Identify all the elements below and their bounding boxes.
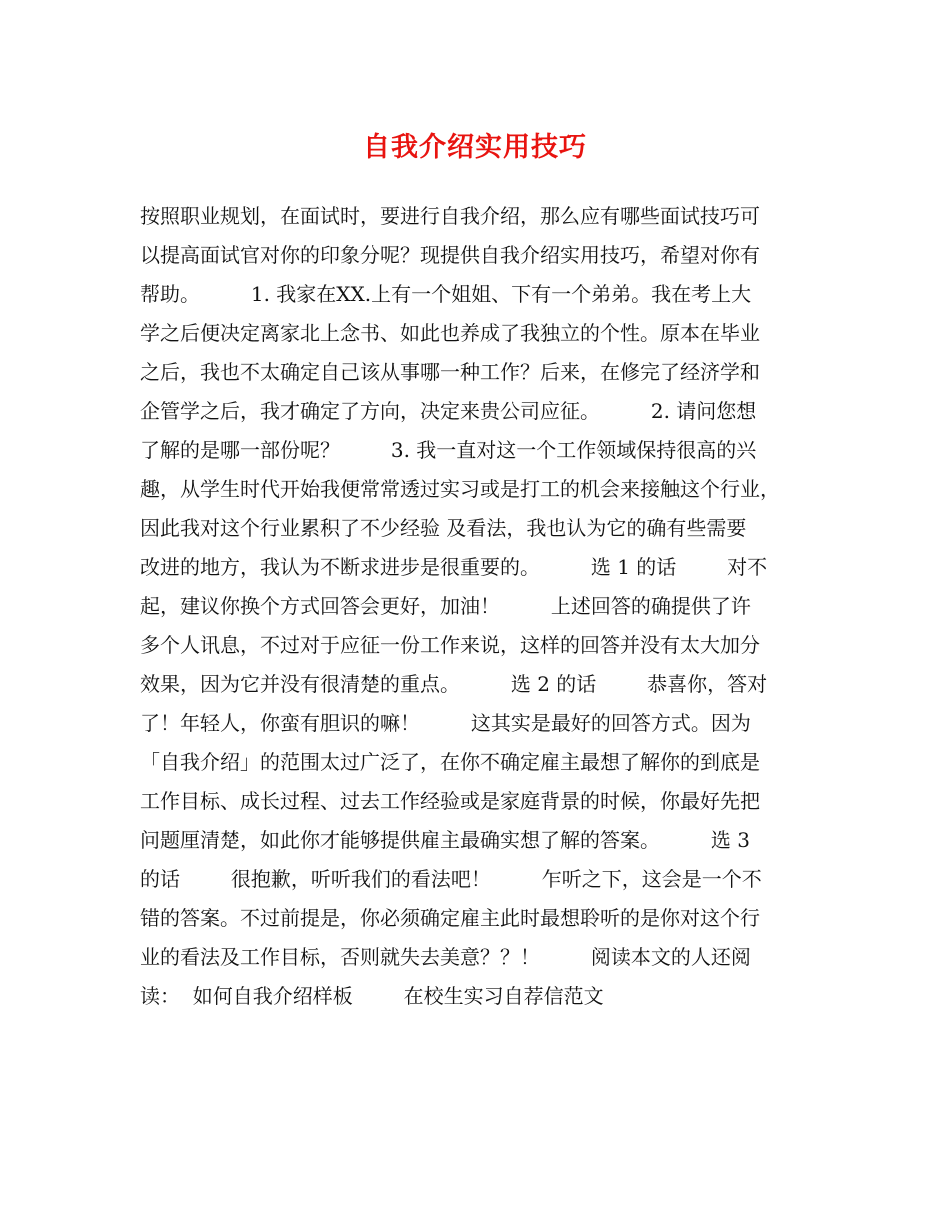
body-line: 学之后便决定离家北上念书、如此也养成了我独立的个性。原本在毕业 bbox=[140, 321, 760, 345]
body-line: 业的看法及工作目标，否则就失去美意？？！ 阅读本文的人还阅 bbox=[140, 945, 751, 969]
body-line: 工作目标、成长过程、过去工作经验或是家庭背景的时候，你最好先把 bbox=[140, 789, 760, 813]
body-line: 「自我介绍」的范围太过广泛了，在你不确定雇主最想了解你的到底是 bbox=[140, 750, 760, 774]
body-line: 错的答案。不过前提是，你必须确定雇主此时最想聆听的是你对这个行 bbox=[140, 906, 760, 930]
document-title: 自我介绍实用技巧 bbox=[363, 132, 587, 163]
body-line: 帮助。 1. 我家在XX.上有一个姐姐、下有一个弟弟。我在考上大 bbox=[140, 282, 752, 306]
body-line: 改进的地方，我认为不断求进步是很重要的。 选 1 的话 对不 bbox=[140, 555, 768, 579]
body-line: 了！年轻人，你蛮有胆识的嘛！ 这其实是最好的回答方式。因为 bbox=[140, 711, 751, 735]
body-line: 按照职业规划，在面试时，要进行自我介绍，那么应有哪些面试技巧可 bbox=[140, 204, 760, 228]
body-line: 以提高面试官对你的印象分呢？现提供自我介绍实用技巧，希望对你有 bbox=[140, 243, 760, 267]
body-line: 读： 如何自我介绍样板 在校生实习自荐信范文 bbox=[140, 984, 604, 1008]
body-line: 多个人讯息，不过对于应征一份工作来说，这样的回答并没有太大加分 bbox=[140, 633, 760, 657]
body-line: 因此我对这个行业累积了不少经验 及看法，我也认为它的确有些需要 bbox=[140, 516, 747, 540]
body-line: 问题厘清楚，如此你才能够提供雇主最确实想了解的答案。 选 3 bbox=[140, 828, 750, 852]
body-line: 之后，我也不太确定自己该从事哪一种工作？后来，在修完了经济学和 bbox=[140, 360, 760, 384]
document-body bbox=[140, 197, 820, 1016]
body-line: 趣，从学生时代开始我便常常透过实习或是打工的机会来接触这个行业， bbox=[140, 477, 780, 501]
body-line: 效果，因为它并没有很清楚的重点。 选 2 的话 恭喜你，答对 bbox=[140, 672, 768, 696]
body-line: 了解的是哪一部份呢？ 3. 我一直对这一个工作领域保持很高的兴 bbox=[140, 438, 757, 462]
body-line: 企管学之后，我才确定了方向，决定来贵公司应征。 2. 请问您想 bbox=[140, 399, 757, 423]
body-line: 起，建议你换个方式回答会更好，加油！ 上述回答的确提供了许 bbox=[140, 594, 751, 618]
body-line: 的话 很抱歉，听听我们的看法吧！ 乍听之下，这会是一个不 bbox=[140, 867, 762, 891]
